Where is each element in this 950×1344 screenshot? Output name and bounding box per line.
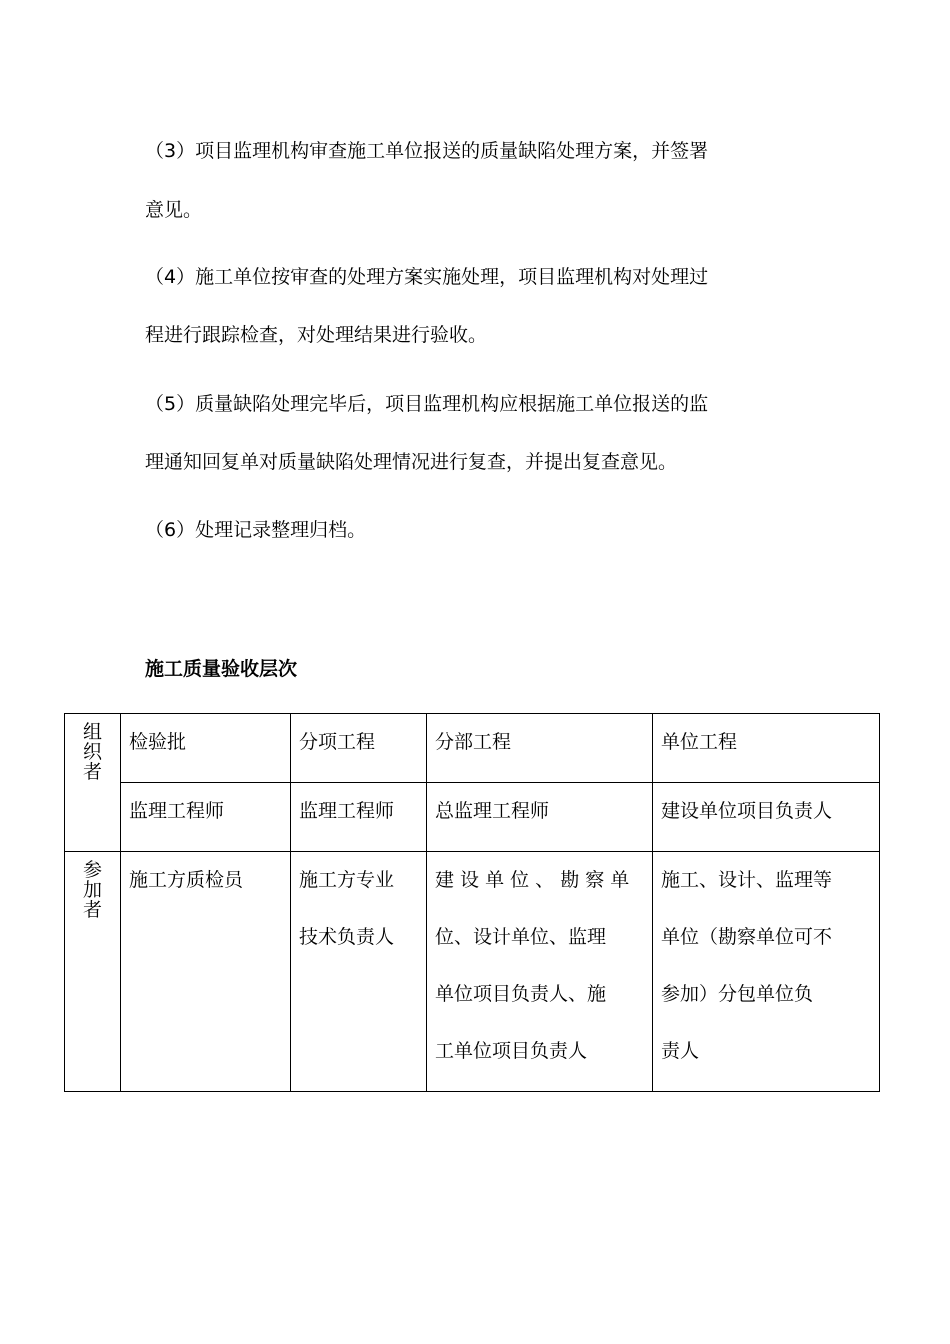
row-label-organizer-text: 组织者 — [82, 721, 102, 783]
participant-cell-2-line-2: 技术负责人 — [299, 926, 395, 948]
paragraph-line-7: （6）处理记录整理归档。 — [145, 519, 367, 541]
participant-cell-1 — [121, 852, 291, 1092]
organizer-cell-3: 总监理工程师 — [427, 783, 653, 852]
table-row-organizer — [65, 783, 880, 852]
section-title: 施工质量验收层次 — [145, 658, 298, 680]
participant-cell-4-line-2: 单位（勘察单位可不 — [661, 926, 833, 948]
paragraph-line-3: （4）施工单位按审查的处理方案实施处理，项目监理机构对处理过 — [145, 266, 709, 288]
participant-cell-4 — [653, 852, 880, 1092]
participant-cell-3-line-1: 建 设 单 位 、 勘 察 单 — [435, 869, 630, 891]
participant-cell-4-line-4: 责人 — [661, 1040, 700, 1062]
header-cell-inspection-lot: 检验批 — [121, 714, 291, 783]
participant-cell-3-line-4: 工单位项目负责人 — [435, 1040, 588, 1062]
participant-cell-3-line-3: 单位项目负责人、施 — [435, 983, 607, 1005]
paragraph-line-1: （3）项目监理机构审查施工单位报送的质量缺陷处理方案，并签署 — [145, 140, 709, 162]
header-cell-sub-division: 分部工程 — [427, 714, 653, 783]
row-label-organizer — [65, 714, 121, 852]
organizer-cell-2: 监理工程师 — [291, 783, 427, 852]
paragraph-line-2: 意见。 — [145, 199, 203, 221]
participant-cell-2-line-1: 施工方专业 — [299, 869, 395, 891]
table-row-participant — [65, 852, 880, 1092]
acceptance-levels-table — [64, 713, 880, 1092]
organizer-cell-1: 监理工程师 — [121, 783, 291, 852]
organizer-cell-4: 建设单位项目负责人 — [653, 783, 880, 852]
paragraph-line-4: 程进行跟踪检查，对处理结果进行验收。 — [145, 324, 488, 346]
header-cell-unit-project: 单位工程 — [653, 714, 880, 783]
table-row-header — [65, 714, 880, 783]
participant-cell-3-line-2: 位、设计单位、监理 — [435, 926, 607, 948]
participant-cell-2 — [291, 852, 427, 1092]
row-label-participant-text: 参加者 — [82, 859, 102, 921]
participant-cell-1-line-1: 施工方质检员 — [129, 869, 244, 891]
paragraph-line-6: 理通知回复单对质量缺陷处理情况进行复查，并提出复查意见。 — [145, 451, 678, 473]
paragraph-line-5: （5）质量缺陷处理完毕后，项目监理机构应根据施工单位报送的监 — [145, 393, 709, 415]
row-label-participant — [65, 852, 121, 1092]
participant-cell-3 — [427, 852, 653, 1092]
participant-cell-4-line-1: 施工、设计、监理等 — [661, 869, 833, 891]
participant-cell-4-line-3: 参加）分包单位负 — [661, 983, 814, 1005]
header-cell-sub-item: 分项工程 — [291, 714, 427, 783]
